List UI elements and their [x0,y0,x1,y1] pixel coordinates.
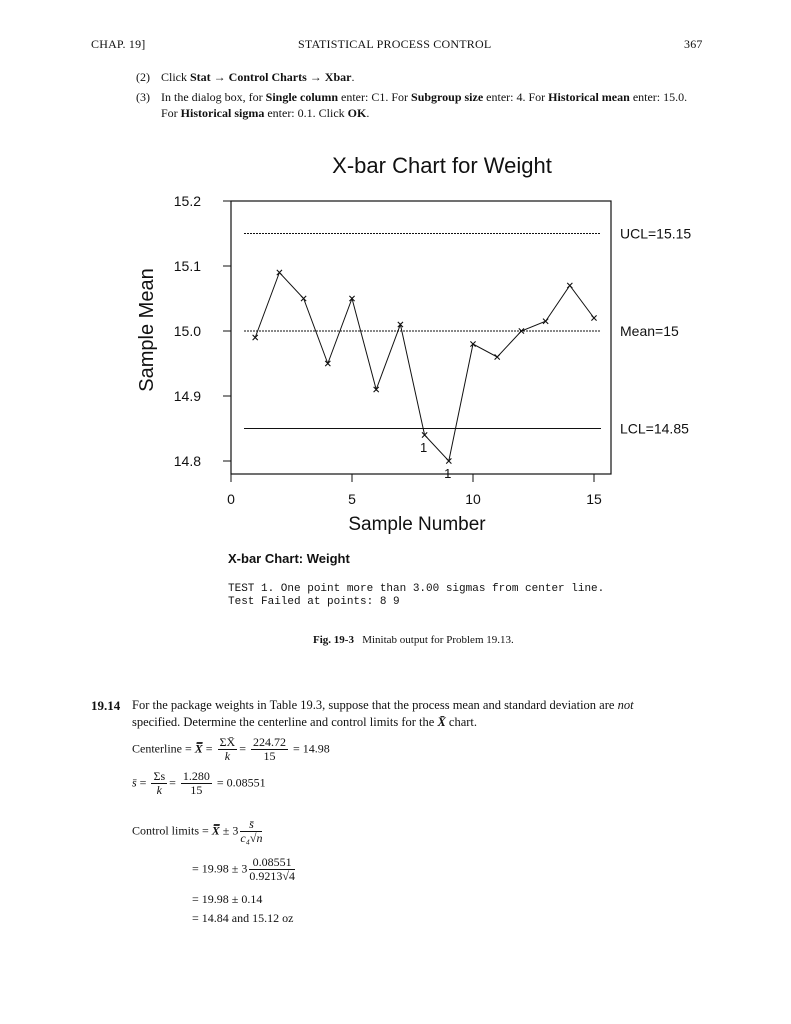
test-failed-points: Test Failed at points: 8 9 [228,596,400,608]
chart-title: X-bar Chart for Weight [332,153,552,178]
y-tick-label: 15.1 [173,258,201,274]
chapter-label: CHAP. 19] [91,37,146,51]
plot-frame [231,201,611,474]
step-2-number: (2) [136,70,150,84]
center-label: Mean=15 [620,323,679,339]
y-tick-label: 14.9 [173,388,201,404]
minitab-heading: X-bar Chart: Weight [228,551,350,566]
running-title: STATISTICAL PROCESS CONTROL [298,37,492,51]
control-limits-formula: Control limits = X̿ ± 3 $\frac{s̄}{\text{c₄√n}}$ [132,817,263,845]
y-axis-label: Sample Mean [136,268,158,392]
y-tick-label: 14.8 [173,453,201,469]
x-tick-label: 10 [465,491,481,507]
figure-caption: Fig. 19-3 Minitab output for Problem 19.13. [313,634,514,646]
control-limits-step-3: = 14.84 and 15.12 oz [192,911,294,925]
sbar-equation: s̄ = $\frac{\Sigma s}{k}$ = $\frac{1.280}{15}$ = 0.08551 [132,769,266,797]
y-tick-label: 15.2 [173,193,201,209]
data-point [495,354,500,359]
step-3: In the dialog box, for Single column enter: C1. For Subgroup size enter: 4. For Historical mean enter: 15.0. For Historical sigma enter: 0.1. Click OK. [161,90,688,120]
x-tick-label: 0 [227,491,235,507]
x-axis-label: Sample Number [348,514,486,535]
centerline-equation: Centerline = X̿ = $\frac{\Sigma X̄}{k}$ = $\frac{224.72}{15}$ = 14.98 [132,735,330,763]
step-2: Click Stat → Control Charts → Xbar. [161,70,355,84]
problem-number: 19.14 [91,698,121,713]
ucl-label: UCL=15.15 [620,225,692,242]
control-limits-step-1: = 19.98 ± 3 $\frac{0.08551}{0.9213√4}$ [192,855,295,883]
out-of-control-flag: 1 [444,466,452,481]
data-point [567,283,572,288]
control-limits-step-2: = 19.98 ± 0.14 [192,892,263,906]
data-point [325,361,330,366]
data-point [591,315,596,320]
data-point [301,296,306,301]
lcl-label: LCL=14.85 [620,420,689,437]
page-number: 367 [684,37,703,51]
problem-statement: For the package weights in Table 19.3, suppose that the process mean and standard deviation are not specified. Determine the centerline and control limits for the X̄ chart. [132,698,634,729]
step-3-number: (3) [136,90,150,104]
x-tick-label: 15 [586,491,602,507]
data-point [543,319,548,324]
out-of-control-flag: 1 [419,440,428,455]
y-tick-label: 15.0 [173,323,201,339]
test-description: TEST 1. One point more than 3.00 sigmas from center line. [228,583,605,595]
x-tick-label: 5 [348,491,356,507]
data-point [253,335,258,340]
data-point [277,270,282,275]
